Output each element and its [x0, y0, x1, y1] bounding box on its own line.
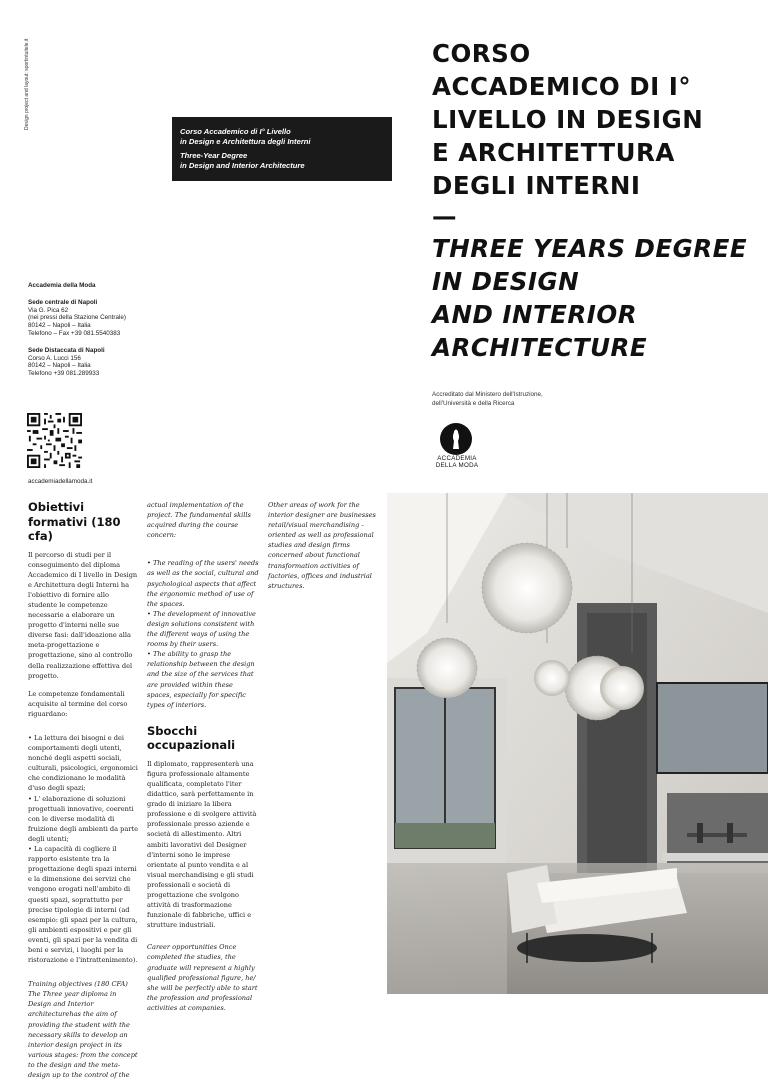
address-line: 80142 – Napoli – Italia	[28, 362, 91, 370]
address-line: 80142 – Napoli – Italia	[28, 322, 91, 330]
address-line: Via G. Pica 62	[28, 306, 69, 314]
title-en-line: THREE YEARS DEGREE	[432, 234, 748, 263]
bullet-paragraph-en: • The ability to grasp the relationship between the design and the size of the services that are provided within these spaces, especially for specific types of interiors.	[147, 650, 255, 709]
course-label-it-2: in Design e Architettura degli Interni	[180, 137, 311, 146]
text-column-2	[147, 500, 259, 1021]
title-it-line: E ARCHITETTURA	[432, 138, 675, 167]
title-it-line: ACCADEMICO DI I°	[432, 72, 692, 101]
phone-line: Telefono +39 081.289933	[28, 370, 100, 378]
main-title	[432, 37, 752, 364]
logo-text	[432, 456, 482, 470]
course-label-box	[172, 117, 392, 181]
qr-code-icon[interactable]	[27, 413, 82, 468]
title-en-line: IN DESIGN	[432, 267, 580, 296]
address-heading: Sede Distaccata di Napoli	[28, 346, 105, 354]
logo-emblem-icon	[440, 423, 472, 455]
paragraph-en: Career opportunities Once completed the studies, the graduate will represent a highly qualified professional figure, he/ she will be perfectly able to start the profession and professional activities at companies.	[147, 943, 258, 1012]
address-heading: Sede centrale di Napoli	[28, 298, 98, 306]
title-en-line: AND INTERIOR	[432, 300, 638, 329]
website-link[interactable]: accademiadellamoda.it	[28, 478, 93, 485]
bullet-paragraph: • L' elaborazione di soluzioni progettuali innovative, coerenti con le diverse modalità di fruizione degli ambienti da parte degli utenti;	[28, 794, 139, 843]
title-it-line: CORSO	[432, 39, 531, 68]
org-name: Accademia della Moda	[28, 282, 96, 289]
text-column-3	[268, 500, 380, 599]
text-column-1	[28, 500, 140, 1088]
paragraph: Le competenze fondamentali acquisite al termine del corso riguardano:	[28, 689, 128, 718]
accreditation	[432, 391, 632, 408]
paragraph-en: Training objectives (180 CFA) The Three year diploma in Design and Interior architecturehas the aim of providing the student with the necessary skills to develop an interior design project in its various stages: from the concept to the design and the meta-design up to the control of the	[28, 980, 138, 1079]
academy-logo	[432, 423, 482, 473]
address-main	[28, 299, 198, 338]
logo-line: DELLA MODA	[435, 461, 479, 469]
section-heading: Obiettivi formativi (180 cfa)	[28, 500, 121, 543]
contacts	[28, 282, 198, 387]
design-credit: Design project and layout: sportintuitele.it	[24, 38, 30, 130]
title-dash: —	[432, 202, 457, 231]
bullet-paragraph-en: • The reading of the users' needs as well as the social, cultural and psychological aspects that affect the ergonomic method of use of the spaces.	[147, 559, 259, 608]
address-line: (nei pressi della Stazione Centrale)	[28, 314, 127, 322]
title-it-line: DEGLI INTERNI	[432, 171, 641, 200]
course-label-en-1: Three-Year Degree	[180, 151, 248, 160]
logo-line: ACCADEMIA	[437, 455, 477, 462]
title-it-line: LIVELLO IN DESIGN	[432, 105, 704, 134]
paragraph: Il percorso di studi per il conseguimento del diploma Accademico di I livello in Design e Architettura degli Interni ha l'obiettivo di fornire allo studente le competenze necessarie a elaborare un progetto d'interni nelle sue diverse fasi: dall'ideazione alla meta-progettazione e progettazione, sino al controllo della realizzazione effettiva del progetto.	[28, 550, 138, 680]
address-branch	[28, 347, 198, 378]
interior-photo	[387, 493, 768, 994]
paragraph-en: Other areas of work for the interior designer are businesses retail/visual merchandising -oriented as well as professional studies and design firms concerned about functional transformation activities of factories, offices and industrial structures.	[268, 501, 376, 590]
accreditation-line: dell'Università e della Ricerca	[432, 399, 515, 407]
bullet-paragraph: • La capacità di cogliere il rapporto esistente tra la progettazione degli spazi interni e la dimensione dei servizi che vengono erogati nell'ambito di questi spazi, soprattutto per precise tipologie di interni (ad esempio: gli spazi per la cultura, gli ambienti espositivi e per gli eventi, gli spazi per la vendita di beni e servizi, i luoghi per la ristorazione e l'intrattenimento).	[28, 845, 138, 965]
address-line: Corso A. Lucci 156	[28, 354, 81, 362]
accreditation-line: Accreditato dal Ministero dell'Istruzione,	[432, 391, 543, 398]
bullet-paragraph-en: • The development of innovative design solutions consistent with the different ways of using the rooms by their users.	[147, 609, 256, 649]
course-label-it-1: Corso Accademico di I° Livello	[180, 127, 291, 136]
section-heading: Sbocchi occupazionali	[147, 723, 236, 753]
bullet-paragraph: • La lettura dei bisogni e dei comportamenti degli utenti, nonché degli aspetti sociali, culturali, psicologici, ergonomici che condizionano le modalità d'uso degli spazi;	[28, 734, 138, 793]
title-en-line: ARCHITECTURE	[432, 333, 648, 362]
phone-line: Telefono – Fax +39 081.5540383	[28, 329, 121, 337]
course-label-en-2: in Design and Interior Architecture	[180, 161, 305, 170]
paragraph-en: actual implementation of the project. The fundamental skills acquired during the course concern:	[147, 501, 251, 540]
paragraph: Il diplomato, rappresenterà una figura professionale altamente qualificata, completato l'iter didattico, sarà perfettamente in grado di iniziare la libera professione e di svolgere attività professionale presso aziende e società di allestimento. Altri ambiti lavorativi del Designer d'interni sono le imprese orientate al punto vendita e al visual merchandising e gli studi professionali e società di progettazione che svolgono attività di trasformazione funzionale di fabbriche, uffici e strutture industriali.	[147, 759, 257, 930]
